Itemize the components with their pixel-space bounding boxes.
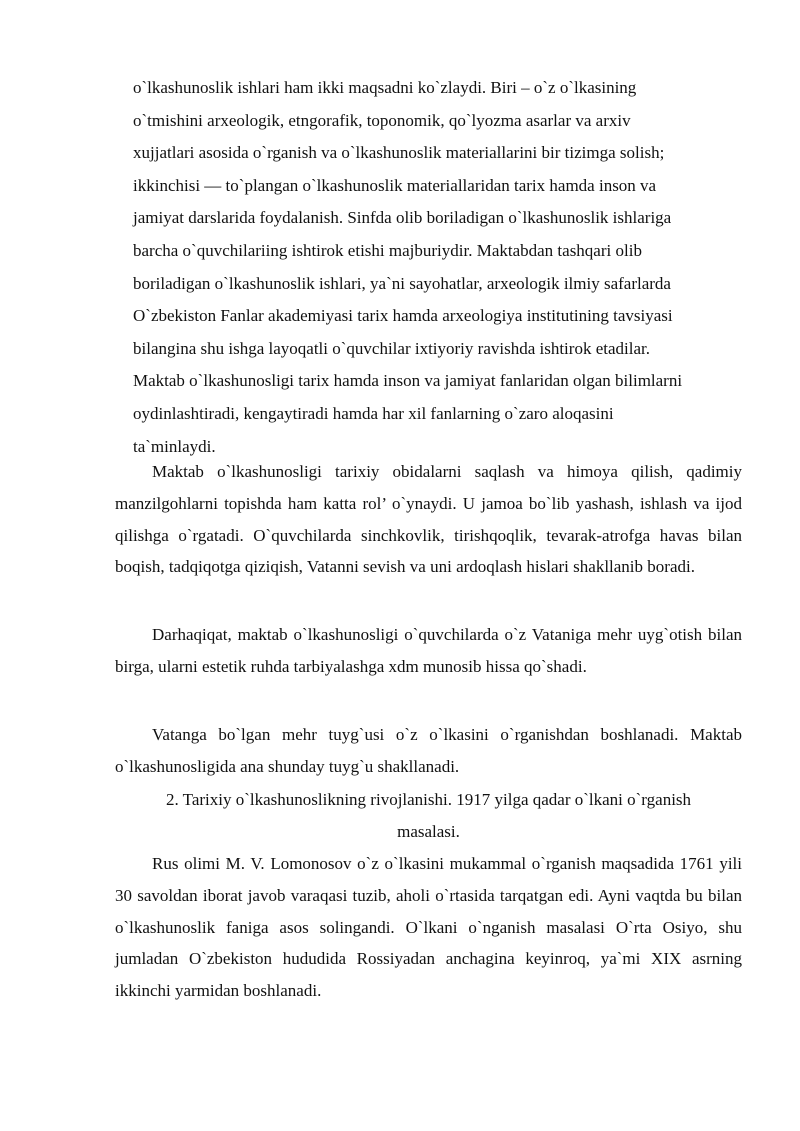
intro-line: xujjatlari asosida o`rganish va o`lkashunoslik materiallarini bir tizimga solish; [133, 143, 665, 163]
intro-line: boriladigan o`lkashunoslik ishlari, ya`ni sayohatlar, arxeologik ilmiy safarlarda [133, 273, 671, 293]
paragraph-lomonosov: Rus olimi M. V. Lomonosov o`z o`lkasini mukammal o`rganish maqsadida 1761 yili 30 savoldan iborat javob varaqasi tuzib, aholi o`rtasida tarqatgan edi. Ayni vaqtda bu bilan o`lkashunoslik faniga asos solingandi. O`lkani o`nganish masalasi O`rta Osiyo, shu jumladan O`zbekiston hududida Rossiyadan anchagina keyinroq, ya`mi XIX asrning ikkinchi yarmidan boshlanadi. [115, 854, 742, 1001]
intro-line: bilangina shu ishga layoqatli o`quvchilar ixtiyoriy ravishda ishtirok etadilar. [133, 338, 650, 358]
intro-line: o`lkashunoslik ishlari ham ikki maqsadni ko`zlaydi. Biri – o`z o`lkasining [133, 78, 637, 97]
section-heading-line-1: 2. Tarixiy o`lkashunoslikning rivojlanishi. 1917 yilga qadar o`lkani o`rganish [165, 790, 692, 809]
section-heading [115, 784, 742, 847]
paragraph-heritage: Maktab o`lkashunosligi tarixiy obidalarni saqlash va himoya qilish, qadimiy manzilgohlarni topishda ham katta rol’ o`ynaydi. U jamoa bo`lib yashash, ishlash va ijod qilishga o`rgatadi. O`quvchilarda sinchkovlik, tirishqoqlik, tevarak-atrofga havas bilan boqish, tadqiqotga qiziqish, Vatanni sevish va uni ardoqlash hislari shakllanib boradi. [115, 462, 742, 577]
intro-line: o`tmishini arxeologik, etngorafik, toponomik, qo`lyozma asarlar va arxiv [133, 110, 631, 130]
intro-line: jamiyat darslarida foydalanish. Sinfda olib boriladigan o`lkashunoslik ishlariga [133, 208, 672, 228]
intro-line: barcha o`quvchilariing ishtirok etishi majburiydir. Maktabdan tashqari olib [133, 240, 642, 260]
intro-line: O`zbekiston Fanlar akademiyasi tarix hamda arxeologiya institutining tavsiyasi [133, 306, 673, 326]
intro-line: ikkinchisi — to`plangan o`lkashunoslik materiallaridan tarix hamda inson va [133, 175, 657, 195]
intro-line: Maktab o`lkashunosligi tarix hamda inson va jamiyat fanlaridan olgan bilimlarni [133, 371, 683, 391]
section-heading-line-2: masalasi. [397, 821, 460, 841]
paragraph-homeland-love: Vatanga bo`lgan mehr tuyg`usi o`z o`lkasini o`rganishdan boshlanadi. Maktab o`lkashunosligida ana shunday tuyg`u shakllanadi. [115, 725, 742, 776]
intro-line: ta`minlaydi. [133, 436, 216, 456]
intro-line: oydinlashtiradi, kengaytiradi hamda har xil fanlarning o`zaro aloqasini [133, 403, 614, 423]
intro-paragraph [133, 76, 742, 467]
paragraph-patriotism: Darhaqiqat, maktab o`lkashunosligi o`quvchilarda o`z Vataniga mehr uyg`otish bilan birga, ularni estetik ruhda tarbiyalashga xdm munosib hissa qo`shadi. [115, 625, 742, 676]
